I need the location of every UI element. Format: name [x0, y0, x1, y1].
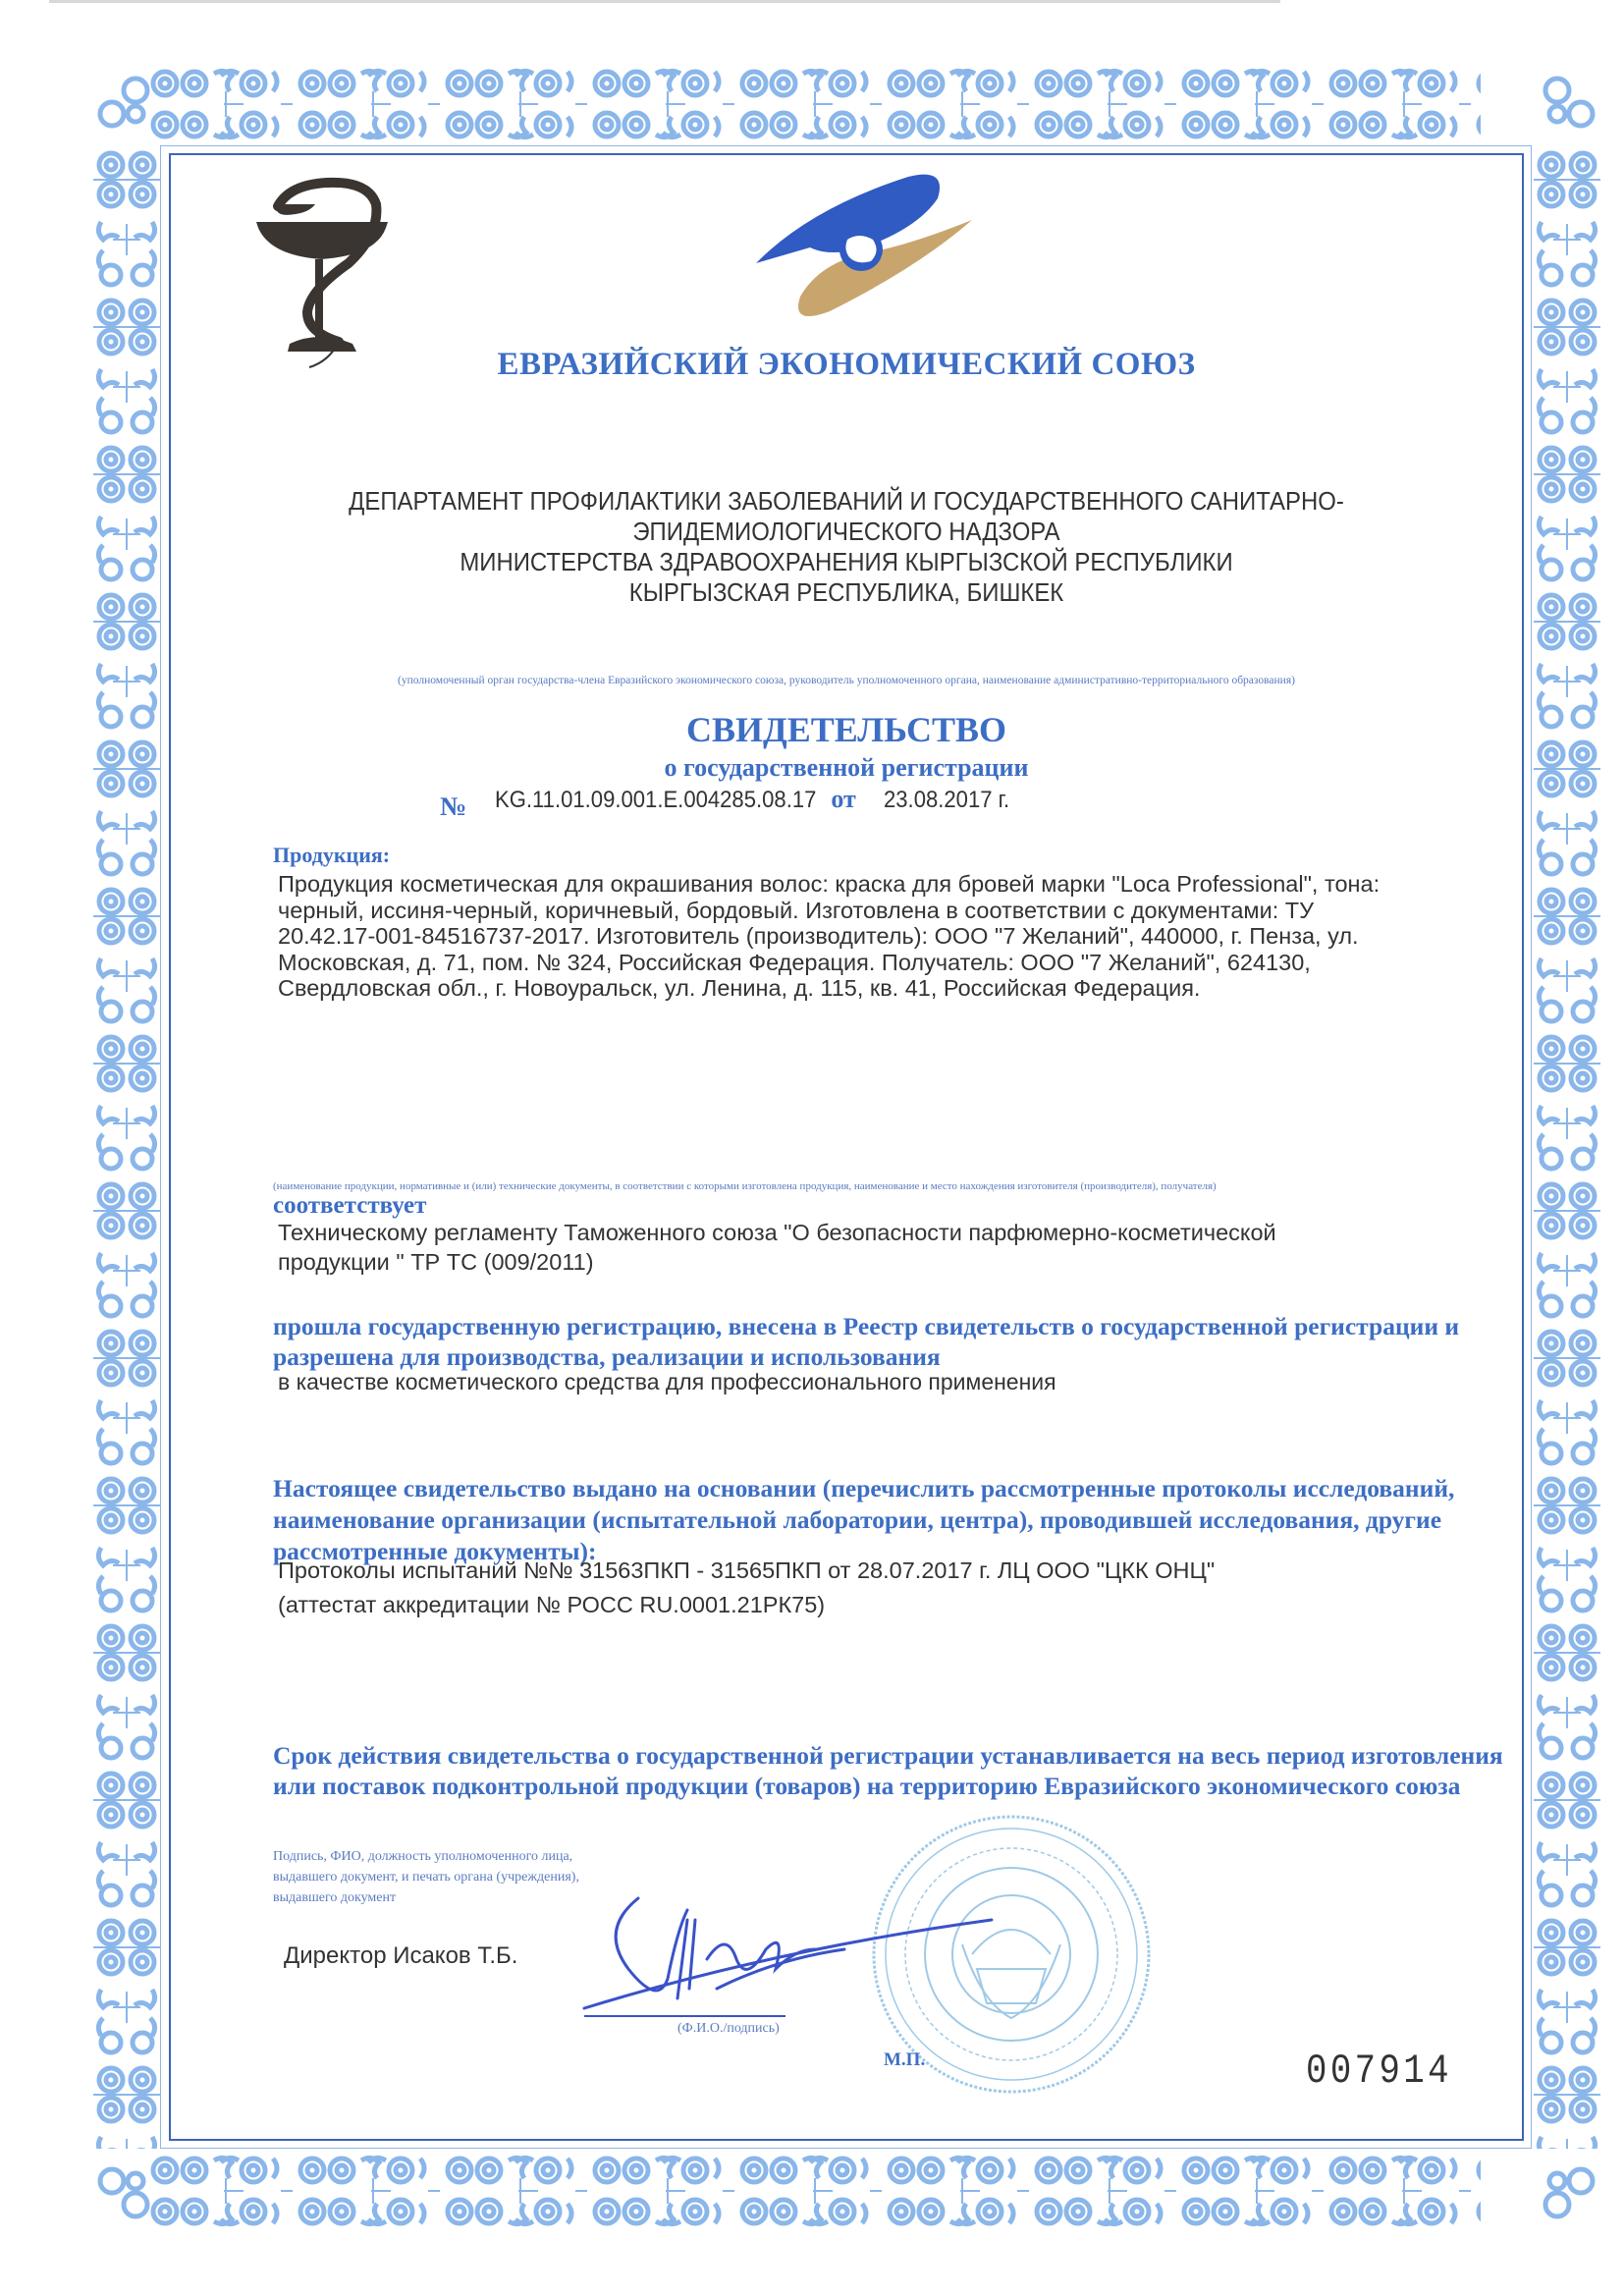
authority-line: КЫРГЫЗСКАЯ РЕСПУБЛИКА, БИШКЕК: [628, 577, 1064, 607]
handwritten-signature-icon: [579, 1890, 1011, 2038]
authority-line: МИНИСТЕРСТВА ЗДРАВООХРАНЕНИЯ КЫРГЫЗСКОЙ РЕСПУБЛИКИ: [460, 547, 1233, 576]
conformity-text: Техническому регламенту Таможенного союза "О безопасности парфюмерно-косметической продукции " ТР ТС (009/2011): [278, 1220, 1276, 1275]
ornament-top-border: [145, 64, 1481, 144]
ornament-corner-icon: [1532, 69, 1602, 139]
certificate-number: KG.11.01.09.001.Е.004285.08.17: [494, 787, 817, 813]
ornament-corner-icon: [90, 2156, 161, 2226]
scan-edge: [49, 0, 1280, 3]
signature-caption-line: выдавшего документ, и печать органа (учреждения),: [273, 1870, 579, 1885]
authority-caption: (уполномоченный орган государства-члена Евразийского экономического союза, руководитель уполномоченного органа, наименование административно-территориального образования): [398, 675, 1295, 686]
registration-text: в качестве косметического средства для профессионального применения: [278, 1369, 1056, 1394]
registration-label: прошла государственную регистрацию, внесена в Реестр свидетельств о государственной регистрации и разрешена для производства, реализации и использования: [273, 1312, 1460, 1371]
date-prefix: от: [831, 785, 856, 813]
signature-caption-line: Подпись, ФИО, должность уполномоченного лица,: [273, 1849, 573, 1864]
basis-line: (аттестат аккредитации № РОСС RU.0001.21РК75): [278, 1592, 826, 1617]
basis-line: Протоколы испытаний №№ 31563ПКП - 31565ПКП от 28.07.2017 г. ЛЦ ООО "ЦКК ОНЦ": [278, 1557, 1216, 1583]
validity-text: Срок действия свидетельства о государственной регистрации устанавливается на весь период изготовления или поставок подконтрольной продукции (товаров) на территорию Евразийского экономического союза: [273, 1741, 1503, 1800]
certificate-subtitle: о государственной регистрации: [664, 753, 1029, 782]
conformity-label: соответствует: [273, 1192, 427, 1219]
ornament-bottom-border: [145, 2151, 1481, 2231]
number-sign: №: [440, 792, 467, 821]
certificate-number-row: [440, 784, 1021, 821]
frame-inner-line: [169, 153, 1524, 2141]
ornament-right-border: [1534, 145, 1600, 2149]
union-title: ЕВРАЗИЙСКИЙ ЭКОНОМИЧЕСКИЙ СОЮЗ: [497, 347, 1196, 382]
signer-name: Директор Исаков Т.Б.: [284, 1942, 518, 1969]
authority-block: [223, 486, 1470, 608]
ornament-corner-icon: [90, 69, 161, 139]
product-label: Продукция:: [273, 843, 391, 867]
stamp-mark: М.П.: [884, 2049, 926, 2070]
serial-number: 007914: [1306, 2048, 1452, 2095]
basis-label: Настоящее свидетельство выдано на основании (перечислить рассмотренные протоколы исследований, наименование организации (испытательной лаборатории, центра), проводившей исследования, другие рассмотренные документы):: [273, 1474, 1455, 1565]
product-description: Продукция косметическая для окрашивания волос: краска для бровей марки "Loca Professional", тона: черный, иссиня-черный, коричневый, бордовый. Изготовлена в соответствии с документами: ТУ 20.42.17-001-84516737-2017. Изготовитель (производитель): ООО "7 Желаний", 440000, г. Пенза, ул. Московская, д. 71, пом. № 324, Российская Федерация. Получатель: ООО "7 Желаний", 624130, Свердловская обл., г. Новоуральск, ул. Ленина, д. 115, кв. 41, Российская Федерация.: [278, 871, 1380, 1001]
ornament-corner-icon: [1532, 2156, 1602, 2226]
authority-line: ДЕПАРТАМЕНТ ПРОФИЛАКТИКИ ЗАБОЛЕВАНИЙ И ГОСУДАРСТВЕННОГО САНИТАРНО-: [349, 486, 1344, 516]
product-caption: (наименование продукции, нормативные и (или) технические документы, в соответствии с которыми изготовлена продукция, наименование и место нахождения изготовителя (производителя), получателя): [273, 1180, 1217, 1192]
ornament-left-border: [93, 145, 160, 2149]
signature-caption-line: выдавшего документ: [273, 1890, 397, 1905]
authority-line: ЭПИДЕМИОЛОГИЧЕСКОГО НАДЗОРА: [632, 517, 1060, 546]
certificate-date: 23.08.2017 г.: [884, 787, 1010, 813]
eaeu-logo-icon: [751, 169, 977, 316]
fio-caption: (Ф.И.О./подпись): [677, 2021, 780, 2036]
certificate-title: СВИДЕТЕЛЬСТВО: [685, 710, 1007, 749]
basis-protocols: [278, 1554, 1456, 1622]
